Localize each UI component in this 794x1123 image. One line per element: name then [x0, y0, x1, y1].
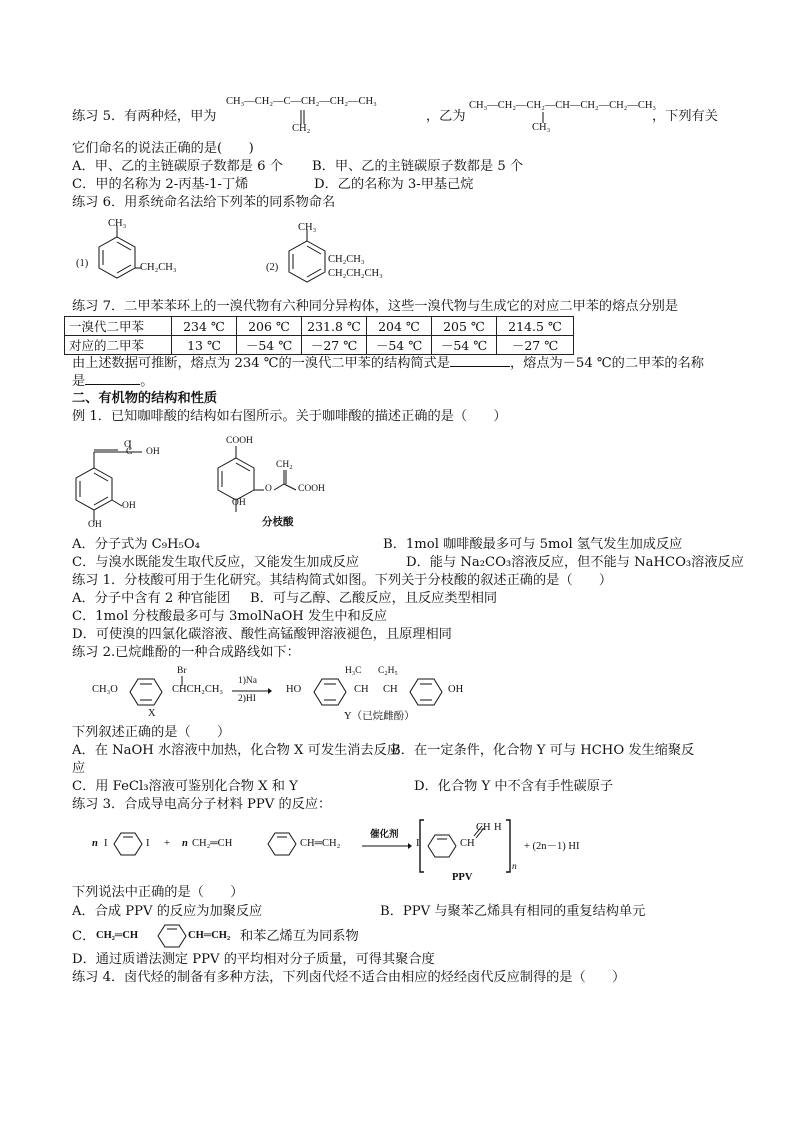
ex7-conclusion: 由上述数据可推断，熔点为 234 ℃的一溴代二甲苯的结构简式是 ，熔点为－54 ℃的二甲苯的名称: [72, 356, 704, 371]
ex5-option-a: A．甲、乙的主链碳原子数都是 6 个: [72, 159, 283, 174]
ex7-title: 练习 7．二甲苯苯环上的一溴代物有六种同分异构体，这些一溴代物与生成它的对应二甲苯的熔点分别是: [72, 299, 679, 314]
answer-blank-structure[interactable]: [450, 354, 510, 367]
ex3-option-c-suffix: 和苯乙烯互为同系物: [240, 929, 359, 944]
ex2-option-c: C．用 FeCl₃溶液可鉴别化合物 X 和 Y: [72, 779, 298, 794]
table-row: [65, 336, 574, 355]
ex2-title: 练习 2.已烷雌酚的一种合成路线如下：: [72, 645, 300, 660]
divinylbenzene-ring: [264, 830, 304, 860]
table-cell: 231.8 ℃: [302, 317, 367, 336]
ex6-s2-ethyl: CH₂CH₃: [328, 254, 365, 265]
ex5-prefix: 练习 5．有两种烃，甲为: [72, 109, 217, 124]
answer-blank-name[interactable]: [85, 372, 140, 385]
ex6-s1-methyl: CH₃: [108, 218, 127, 229]
table-cell: －54 ℃: [432, 336, 497, 355]
ex6-s1-ethyl: CH₂CH₃: [140, 262, 177, 273]
table-cell: －27 ℃: [497, 336, 574, 355]
chorismic-cooh-top: COOH: [226, 436, 253, 446]
table-cell: －54 ℃: [237, 336, 302, 355]
ex5-option-b: B．甲、乙的主链碳原子数都是 5 个: [312, 159, 524, 174]
x-label: X: [148, 708, 156, 719]
product-h: H: [494, 822, 502, 833]
ex3-question: 下列说法中正确的是（ ）: [72, 885, 244, 900]
table-cell: 204 ℃: [367, 317, 432, 336]
ex7-conclusion-2: 是 。: [72, 374, 154, 389]
row-header: 一溴代二甲苯: [65, 317, 172, 336]
diiodobenzene-ring: [110, 830, 150, 860]
product-hi: + (2n－1) HI: [524, 841, 580, 852]
product-subscript-n: n: [512, 862, 517, 872]
eg1-option-b: B．1mol 咖啡酸最多可与 5mol 氢气发生加成反应: [383, 537, 683, 552]
eg1-title: 例 1．已知咖啡酸的结构如右图所示。关于咖啡酸的描述正确的是（ ）: [72, 409, 507, 424]
yi-formula-sub: CH₃: [532, 122, 551, 133]
x-bromine: Br: [177, 666, 187, 676]
caffeic-carboxyl-oh: OH: [146, 447, 160, 457]
chorismic-caption: 分枝酸: [262, 517, 294, 528]
ex6-label-2: (2): [266, 262, 279, 273]
ex5-option-d: D．乙的名称为 3-甲基己烷: [314, 177, 474, 192]
ex5-suffix: ，下列有关: [652, 109, 718, 124]
table-cell: 205 ℃: [432, 317, 497, 336]
section-heading: 二、有机物的结构和性质: [72, 391, 218, 406]
y-ch-2: CH: [383, 684, 398, 695]
table-cell: －27 ℃: [302, 336, 367, 355]
ex3-option-b: B．PPV 与聚苯乙烯具有相同的重复结构单元: [380, 904, 646, 919]
ex4-title: 练习 4．卤代烃的制备有多种方法，下列卤代烃不适合由相应的烃经卤代反应制得的是（ ）: [72, 970, 626, 985]
product-iodine: I: [416, 838, 420, 849]
condition-2: 2)HI: [238, 694, 256, 704]
reactant-plus: +: [164, 838, 170, 849]
x-side-chain: CHCH₂CH₃: [172, 684, 224, 695]
ex3-option-a: A．合成 PPV 的反应为加聚反应: [72, 904, 263, 919]
yi-formula-main: CH₃—CH₂—CH₂—CH—CH₂—CH₂—CH₃: [469, 100, 657, 111]
y-ethyl: C₂H₅: [378, 666, 398, 676]
ex3-option-d: D．通过质谱法测定 PPV 的平均相对分子质量，可得其聚合度: [72, 952, 435, 967]
caffeic-oh-1: OH: [122, 501, 136, 511]
product-ch-lower: CH: [460, 838, 475, 849]
table-cell: 13 ℃: [172, 336, 237, 355]
y-oh-right: OH: [448, 684, 464, 695]
ex6-title: 练习 6．用系统命名法给下列苯的同系物命名: [72, 195, 336, 210]
table-cell: 206 ℃: [237, 317, 302, 336]
ex5-mid: ，乙为: [426, 109, 466, 124]
ex6-label-1: (1): [76, 258, 89, 269]
chorismic-ether-o: O: [265, 484, 272, 494]
benzene-ring-2: [285, 236, 345, 296]
caffeic-oh-2: OH: [88, 520, 102, 530]
chorismic-cooh-side: COOH: [298, 484, 325, 494]
divinyl-left: CH₂═CH: [192, 838, 233, 849]
ex1-option-c: C．1mol 分枝酸最多可与 3molNaOH 发生中和反应: [72, 609, 388, 624]
ex5-question: 它们命名的说法正确的是( ): [72, 141, 254, 156]
ex1-option-d: D．可使溴的四氯化碳溶液、酸性高锰酸钾溶液褪色，且原理相同: [72, 627, 452, 642]
eg1-option-a: A．分子式为 C₉H₅O₄: [72, 537, 200, 552]
ex5-option-c: C．甲的名称为 2-丙基-1-丁烯: [72, 177, 249, 192]
option-c-vinyl-right: CH═CH₂: [188, 930, 231, 941]
ex2-option-b: B．在一定条件，化合物 Y 可与 HCHO 发生缩聚反: [391, 743, 695, 758]
eg1-option-c: C．与溴水既能发生取代反应，又能发生加成反应: [72, 555, 360, 570]
ex1-option-b: B．可与乙醇、乙酸反应，且反应类型相同: [250, 591, 498, 606]
ppv-label: PPV: [452, 872, 473, 883]
ex2-option-b-cont: 应: [72, 761, 86, 776]
ex2-option-d: D．化合物 Y 中不含有手性碳原子: [414, 779, 614, 794]
melting-point-table: [64, 316, 574, 355]
caffeic-carboxyl-c: C: [126, 447, 133, 457]
option-c-vinyl-left: CH₂═CH: [96, 930, 139, 941]
y-ho-left: HO: [286, 684, 302, 695]
reactant-iodine-right: I: [146, 838, 150, 849]
ex1-title: 练习 1．分枝酸可用于生化研究。其结构简式如图。下列关于分枝酸的叙述正确的是（ ）: [72, 573, 613, 588]
chorismic-ch2: CH₂: [276, 460, 293, 470]
caffeic-carbonyl-o: O: [124, 440, 131, 450]
product-ch-upper: CH: [476, 822, 491, 833]
divinyl-right: CH═CH₂: [300, 838, 341, 849]
table-cell: －54 ℃: [367, 336, 432, 355]
reactant-coef-1: n: [92, 838, 98, 849]
ex6-s2-methyl: CH₃: [298, 222, 317, 233]
ex2-question: 下列叙述正确的是（ ）: [72, 725, 231, 740]
jia-formula-main: CH₃—CH₂—C—CH₂—CH₂—CH₃: [226, 96, 377, 107]
reactant-iodine-left: I: [104, 838, 108, 849]
x-benzene-ring: [120, 672, 180, 712]
row-header: 对应的二甲苯: [65, 336, 172, 355]
table-row: [65, 317, 574, 336]
ex2-option-a: A．在 NaOH 水溶液中加热，化合物 X 可发生消去反应: [72, 743, 400, 758]
ex3-title: 练习 3．合成导电高分子材料 PPV 的反应：: [72, 797, 332, 812]
eg1-option-d: D．能与 Na₂CO₃溶液反应，但不能与 NaHCO₃溶液反应: [406, 555, 744, 570]
y-methyl: H₃C: [345, 666, 362, 676]
condition-1: 1)Na: [238, 676, 257, 686]
table-cell: 234 ℃: [172, 317, 237, 336]
x-methoxy: CH₃O: [92, 684, 118, 695]
ex3-option-c: C．: [72, 929, 96, 944]
y-label: Y（已烷雌酚）: [344, 711, 415, 722]
y-ch-1: CH: [354, 684, 369, 695]
chorismic-oh: OH: [232, 498, 246, 508]
ex6-s2-propyl: CH₂CH₂CH₃: [328, 268, 383, 279]
reaction-arrow: [362, 843, 412, 849]
table-cell: 214.5 ℃: [497, 317, 574, 336]
catalyst-label: 催化剂: [370, 830, 399, 840]
reactant-coef-2: n: [182, 838, 188, 849]
jia-formula-sub: CH₂: [292, 123, 311, 134]
ex1-option-a: A．分子中含有 2 种官能团: [72, 591, 231, 606]
